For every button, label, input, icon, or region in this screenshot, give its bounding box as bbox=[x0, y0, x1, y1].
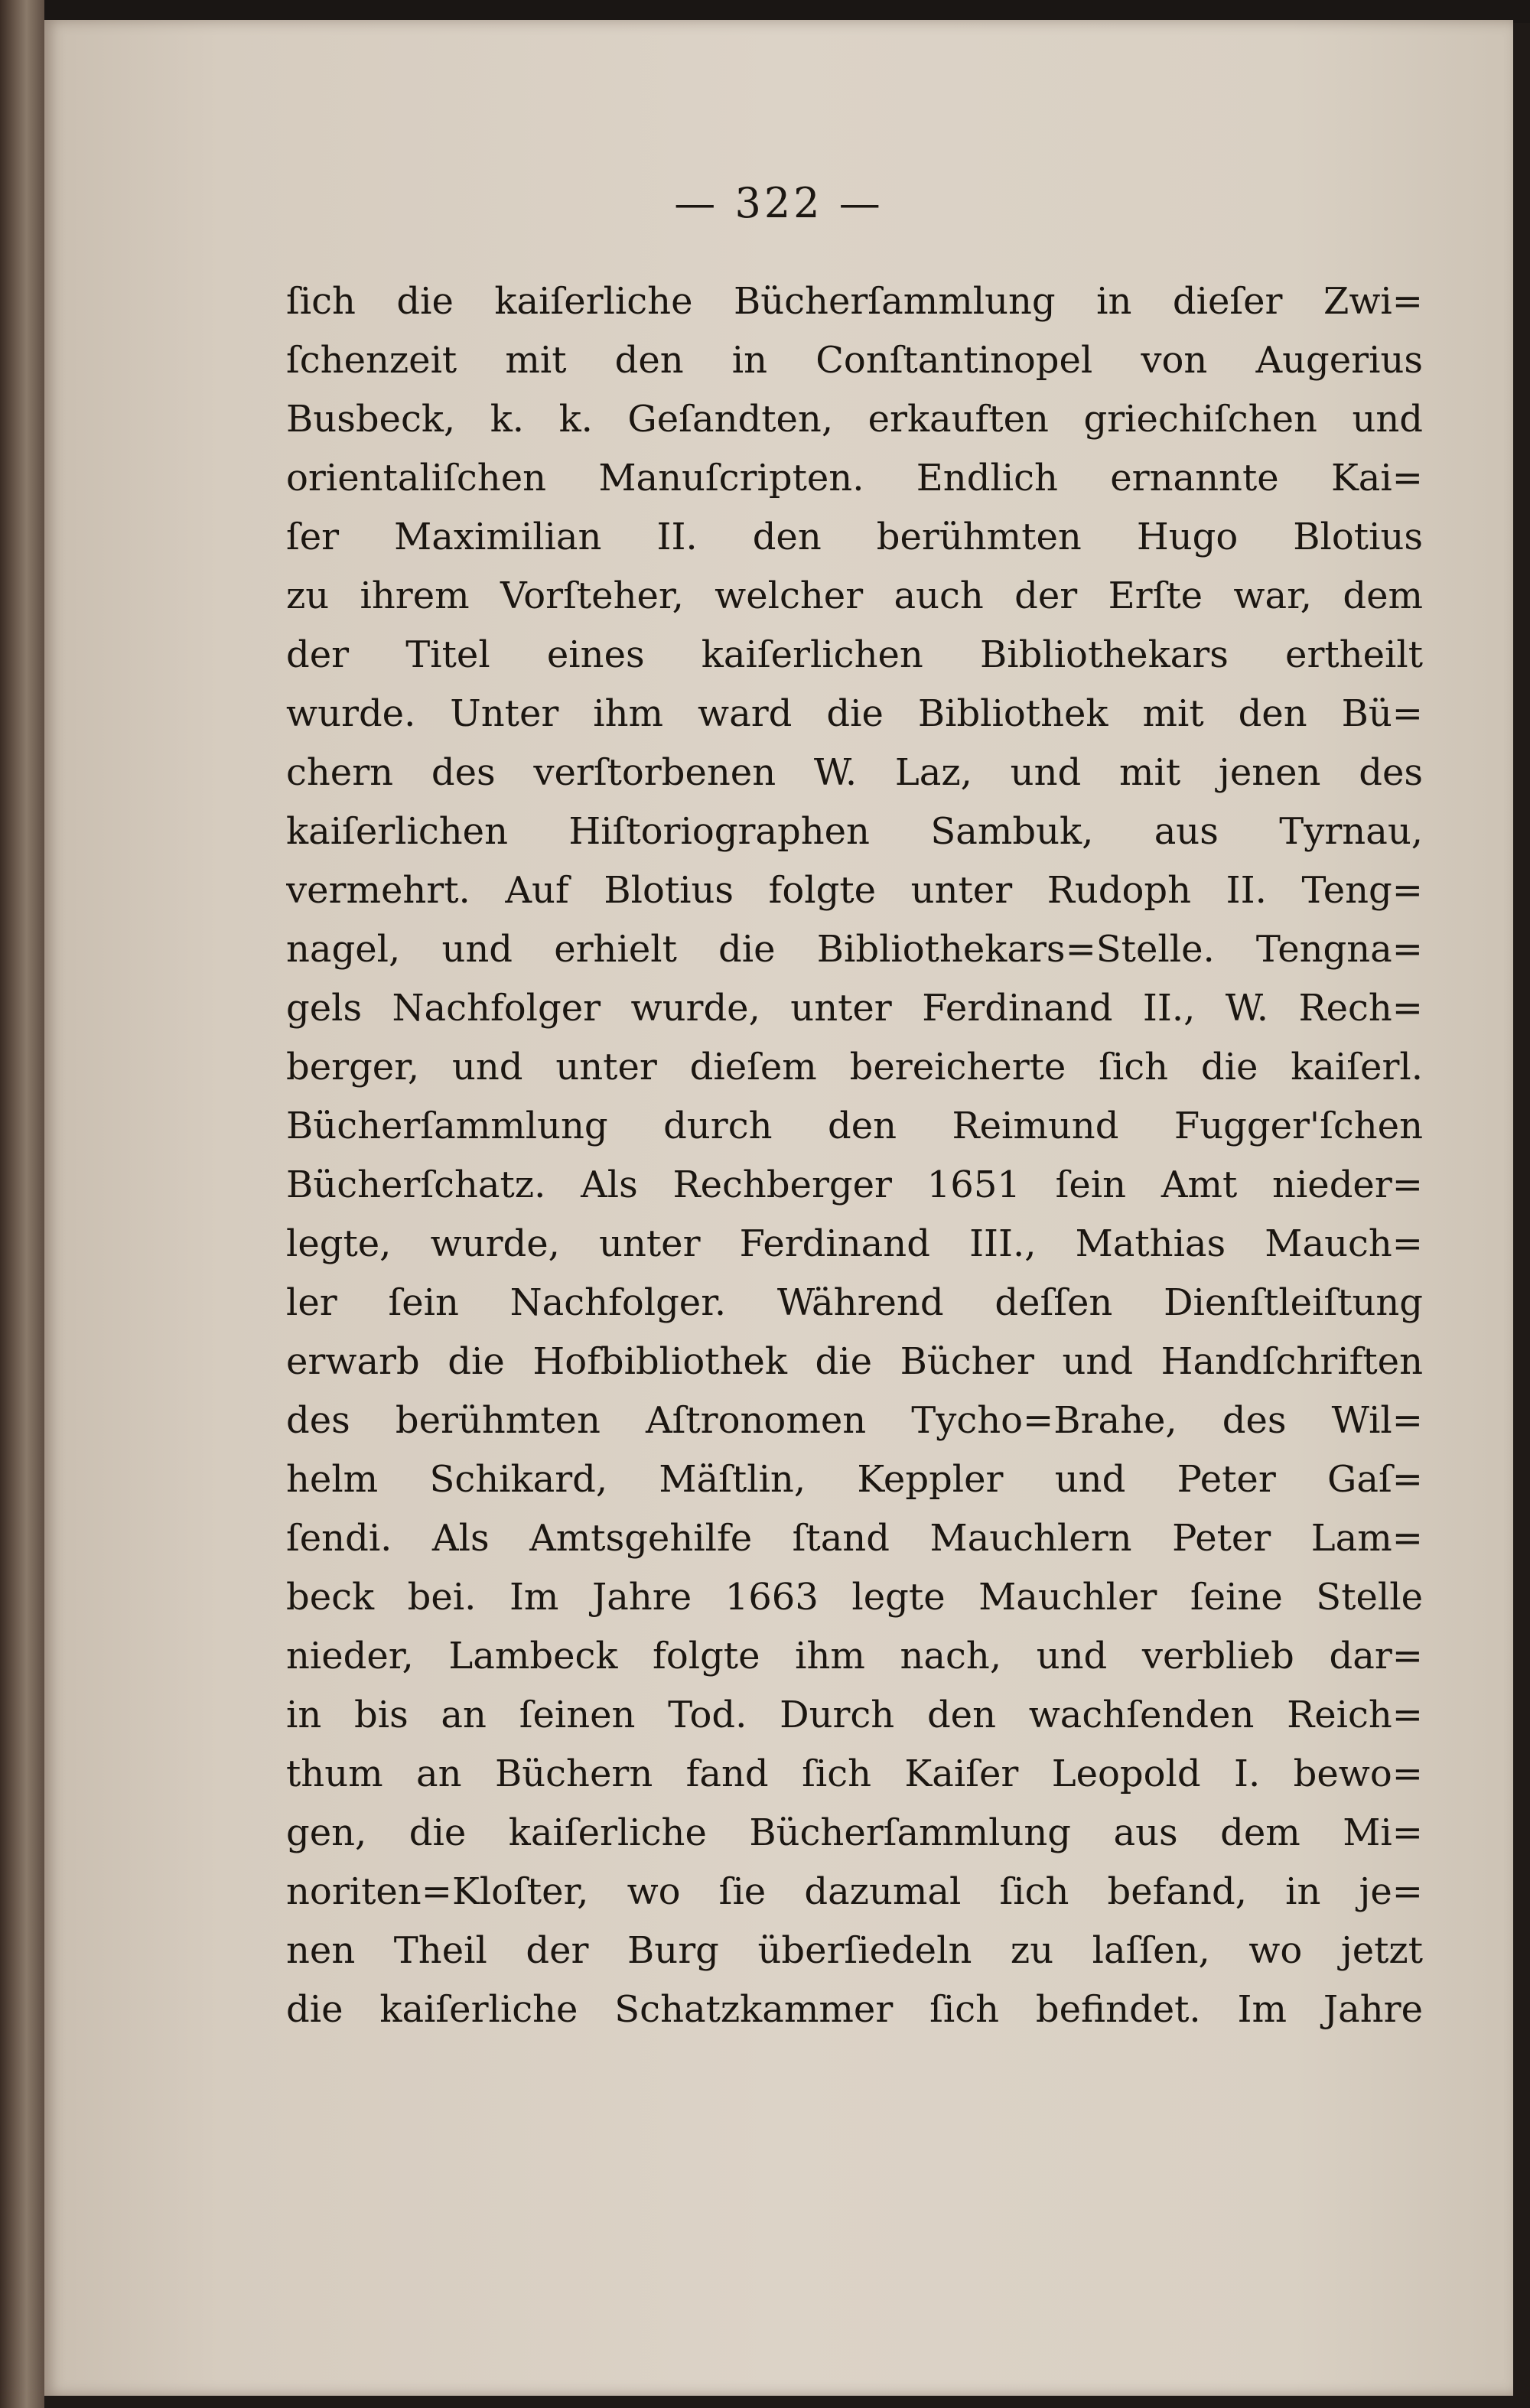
text-line: Busbeck, k. k. Geſandten, erkauften griechiſchen und bbox=[286, 398, 1423, 441]
text-line: ſchenzeit mit den in Conſtantinopel von Augerius bbox=[286, 339, 1423, 382]
text-line: Bücherſammlung durch den Reimund Fugger'ſchen bbox=[286, 1105, 1423, 1147]
text-line: thum an Büchern fand ſich Kaiſer Leopold I. bewo= bbox=[286, 1752, 1423, 1795]
text-line: der Titel eines kaiſerlichen Bibliothekars ertheilt bbox=[286, 633, 1423, 676]
text-line: orientaliſchen Manuſcripten. Endlich ernannte Kai= bbox=[286, 457, 1423, 499]
text-line: noriten=Kloſter, wo ſie dazumal ſich befand, in je= bbox=[286, 1870, 1423, 1913]
text-line: die kaiſerliche Schatzkammer ſich befindet. Im Jahre bbox=[286, 1988, 1423, 2031]
text-line: ſich die kaiſerliche Bücherſammlung in dieſer Zwi= bbox=[286, 280, 1423, 323]
text-line: ler ſein Nachfolger. Während deſſen Dienſtleiſtung bbox=[286, 1281, 1423, 1324]
page-number: — 322 — bbox=[674, 179, 884, 227]
text-line: berger, und unter dieſem bereicherte ſich die kaiſerl. bbox=[286, 1046, 1423, 1088]
book-page bbox=[44, 20, 1513, 2396]
text-line: kaiſerlichen Hiſtoriographen Sambuk, aus Tyrnau, bbox=[286, 810, 1423, 853]
text-line: des berühmten Aſtronomen Tycho=Brahe, des Wil= bbox=[286, 1399, 1423, 1442]
text-line: vermehrt. Auf Blotius folgte unter Rudoph II. Teng= bbox=[286, 869, 1423, 912]
text-line: beck bei. Im Jahre 1663 legte Mauchler ſeine Stelle bbox=[286, 1576, 1423, 1619]
book-spine-edge bbox=[0, 0, 44, 2408]
text-line: gen, die kaiſerliche Bücherſammlung aus dem Mi= bbox=[286, 1811, 1423, 1854]
text-line: gels Nachfolger wurde, unter Ferdinand II., W. Rech= bbox=[286, 987, 1423, 1030]
text-line: helm Schikard, Mäſtlin, Keppler und Peter Gaſ= bbox=[286, 1458, 1423, 1501]
text-line: Bücherſchatz. Als Rechberger 1651 ſein Amt nieder= bbox=[286, 1163, 1423, 1206]
text-line: nagel, und erhielt die Bibliothekars=Stelle. Tengna= bbox=[286, 928, 1423, 971]
text-line: erwarb die Hofbibliothek die Bücher und Handſchriften bbox=[286, 1340, 1423, 1383]
text-line: wurde. Unter ihm ward die Bibliothek mit den Bü= bbox=[286, 692, 1423, 735]
body-text bbox=[286, 272, 1423, 2039]
text-line: in bis an ſeinen Tod. Durch den wachſenden Reich= bbox=[286, 1694, 1423, 1736]
text-line: chern des verſtorbenen W. Laz, und mit jenen des bbox=[286, 751, 1423, 794]
text-line: zu ihrem Vorſteher, welcher auch der Erſte war, dem bbox=[286, 574, 1423, 617]
text-line: ſendi. Als Amtsgehilfe ſtand Mauchlern Peter Lam= bbox=[286, 1517, 1423, 1560]
text-line: ſer Maximilian II. den berühmten Hugo Blotius bbox=[286, 516, 1423, 558]
text-line: nen Theil der Burg überſiedeln zu laſſen, wo jetzt bbox=[286, 1929, 1423, 1972]
text-line: legte, wurde, unter Ferdinand III., Mathias Mauch= bbox=[286, 1222, 1423, 1265]
text-line: nieder, Lambeck folgte ihm nach, und verblieb dar= bbox=[286, 1635, 1423, 1677]
